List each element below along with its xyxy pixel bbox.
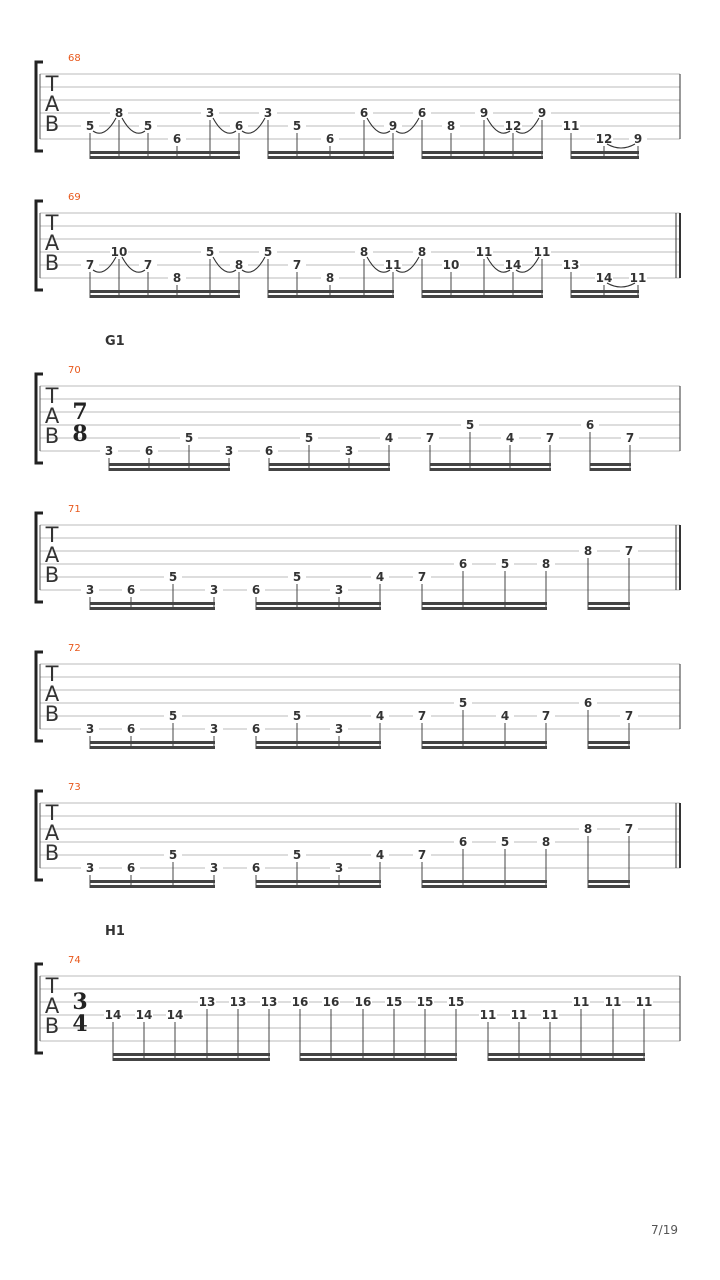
beam — [422, 607, 547, 610]
fret-number: 7 — [624, 544, 634, 558]
fret-number: 11 — [604, 995, 622, 1009]
fret-number: 13 — [562, 258, 580, 272]
measure-number: 69 — [68, 192, 81, 203]
fret-number: 7 — [624, 822, 634, 836]
beam — [90, 156, 240, 159]
fret-number: 3 — [205, 106, 215, 120]
fret-number: 14 — [104, 1008, 122, 1022]
fret-number: 14 — [135, 1008, 153, 1022]
fret-number: 7 — [545, 431, 555, 445]
fret-number: 11 — [635, 995, 653, 1009]
tab-system-69 — [36, 192, 680, 298]
tab-clef-letter: B — [44, 702, 60, 726]
fret-number: 6 — [126, 861, 136, 875]
beam — [256, 602, 381, 605]
beam — [269, 463, 390, 466]
beam — [256, 741, 381, 744]
beam — [90, 880, 215, 883]
fret-number: 6 — [251, 583, 261, 597]
beam — [422, 746, 547, 749]
beam — [90, 151, 240, 154]
tab-clef-letter: T — [45, 72, 59, 96]
fret-number: 6 — [417, 106, 427, 120]
beam — [256, 607, 381, 610]
fret-number: 8 — [359, 245, 369, 259]
measure-number: 70 — [68, 365, 81, 376]
beam — [256, 880, 381, 883]
fret-number: 5 — [292, 570, 302, 584]
fret-number: 6 — [126, 583, 136, 597]
measure-number: 71 — [68, 504, 81, 515]
fret-number: 16 — [354, 995, 372, 1009]
fret-number: 11 — [479, 1008, 497, 1022]
time-signature-numerator: 7 — [72, 399, 88, 425]
fret-number: 5 — [500, 835, 510, 849]
beam — [268, 151, 394, 154]
tab-clef-letter: A — [44, 994, 60, 1018]
fret-number: 6 — [126, 722, 136, 736]
section-label: G1 — [105, 334, 125, 349]
fret-number: 11 — [475, 245, 493, 259]
fret-number: 3 — [334, 722, 344, 736]
measure-number: 74 — [68, 955, 81, 966]
fret-number: 6 — [251, 861, 261, 875]
fret-number: 4 — [384, 431, 394, 445]
fret-number: 5 — [168, 570, 178, 584]
fret-number: 3 — [104, 444, 114, 458]
beam — [422, 885, 547, 888]
fret-number: 13 — [229, 995, 247, 1009]
tab-clef-letter: A — [44, 404, 60, 428]
beam — [588, 602, 630, 605]
tab-clef-letter: B — [44, 112, 60, 136]
tab-clef-letter: T — [45, 384, 59, 408]
fret-number: 12 — [504, 119, 522, 133]
fret-number: 3 — [209, 722, 219, 736]
beam — [90, 746, 215, 749]
beam — [300, 1058, 457, 1061]
section-label: H1 — [105, 924, 125, 939]
fret-number: 6 — [144, 444, 154, 458]
page-number: 7/19 — [651, 1223, 678, 1237]
fret-number: 9 — [537, 106, 547, 120]
fret-number: 15 — [447, 995, 465, 1009]
beam — [488, 1058, 645, 1061]
beam — [256, 885, 381, 888]
beam — [588, 746, 630, 749]
fret-number: 12 — [595, 132, 613, 146]
tab-clef-letter: A — [44, 682, 60, 706]
beam — [588, 741, 630, 744]
fret-number: 3 — [263, 106, 273, 120]
fret-number: 6 — [583, 696, 593, 710]
beam — [422, 602, 547, 605]
beam — [488, 1053, 645, 1056]
fret-number: 14 — [166, 1008, 184, 1022]
beam — [113, 1053, 270, 1056]
fret-number: 8 — [541, 835, 551, 849]
fret-number: 14 — [595, 271, 613, 285]
beam — [109, 468, 230, 471]
fret-number: 8 — [446, 119, 456, 133]
fret-number: 15 — [416, 995, 434, 1009]
fret-number: 8 — [234, 258, 244, 272]
fret-number: 11 — [562, 119, 580, 133]
fret-number: 6 — [458, 835, 468, 849]
fret-number: 6 — [458, 557, 468, 571]
tab-clef-letter: A — [44, 821, 60, 845]
tab-system-71 — [36, 504, 680, 610]
beam — [571, 290, 639, 293]
tab-clef-letter: A — [44, 231, 60, 255]
measure-number: 72 — [68, 643, 81, 654]
fret-number: 11 — [384, 258, 402, 272]
beam — [422, 290, 543, 293]
fret-number: 7 — [85, 258, 95, 272]
fret-number: 11 — [533, 245, 551, 259]
fret-number: 4 — [375, 709, 385, 723]
beam — [422, 741, 547, 744]
fret-number: 8 — [172, 271, 182, 285]
tab-clef-letter: T — [45, 974, 59, 998]
fret-number: 16 — [291, 995, 309, 1009]
fret-number: 3 — [209, 583, 219, 597]
tab-clef-letter: T — [45, 523, 59, 547]
beam — [90, 607, 215, 610]
fret-number: 5 — [184, 431, 194, 445]
fret-number: 9 — [479, 106, 489, 120]
fret-number: 5 — [304, 431, 314, 445]
fret-number: 7 — [292, 258, 302, 272]
beam — [422, 151, 543, 154]
fret-number: 5 — [500, 557, 510, 571]
fret-number: 11 — [572, 995, 590, 1009]
fret-number: 6 — [264, 444, 274, 458]
fret-number: 11 — [541, 1008, 559, 1022]
beam — [90, 885, 215, 888]
fret-number: 3 — [85, 583, 95, 597]
fret-number: 5 — [143, 119, 153, 133]
fret-number: 3 — [209, 861, 219, 875]
fret-number: 5 — [292, 848, 302, 862]
tab-clef-letter: B — [44, 251, 60, 275]
tab-clef-letter: B — [44, 841, 60, 865]
fret-number: 6 — [325, 132, 335, 146]
fret-number: 10 — [442, 258, 460, 272]
fret-number: 4 — [375, 848, 385, 862]
fret-number: 8 — [541, 557, 551, 571]
beam — [256, 746, 381, 749]
fret-number: 9 — [633, 132, 643, 146]
fret-number: 3 — [334, 583, 344, 597]
tab-clef-letter: B — [44, 424, 60, 448]
fret-number: 5 — [168, 709, 178, 723]
fret-number: 13 — [198, 995, 216, 1009]
beam — [300, 1053, 457, 1056]
fret-number: 7 — [624, 709, 634, 723]
beam — [268, 295, 394, 298]
fret-number: 5 — [263, 245, 273, 259]
fret-number: 6 — [234, 119, 244, 133]
fret-number: 14 — [504, 258, 522, 272]
tab-system-74 — [36, 924, 680, 1061]
beam — [90, 295, 240, 298]
beam — [590, 463, 631, 466]
time-signature-numerator: 3 — [72, 989, 88, 1015]
beam — [571, 151, 639, 154]
fret-number: 16 — [322, 995, 340, 1009]
fret-number: 8 — [583, 822, 593, 836]
measure-number: 73 — [68, 782, 81, 793]
beam — [90, 602, 215, 605]
tab-clef-letter: B — [44, 563, 60, 587]
fret-number: 6 — [251, 722, 261, 736]
beam — [571, 156, 639, 159]
fret-number: 5 — [458, 696, 468, 710]
fret-number: 4 — [375, 570, 385, 584]
beam — [268, 156, 394, 159]
fret-number: 5 — [85, 119, 95, 133]
beam — [571, 295, 639, 298]
tab-system-70 — [36, 334, 680, 471]
fret-number: 7 — [541, 709, 551, 723]
fret-number: 7 — [143, 258, 153, 272]
beam — [90, 290, 240, 293]
fret-number: 3 — [344, 444, 354, 458]
beam — [109, 463, 230, 466]
tab-system-72 — [36, 643, 680, 749]
fret-number: 5 — [168, 848, 178, 862]
fret-number: 3 — [85, 722, 95, 736]
fret-number: 9 — [388, 119, 398, 133]
fret-number: 5 — [465, 418, 475, 432]
time-signature-denominator: 4 — [72, 1011, 88, 1037]
beam — [269, 468, 390, 471]
tab-clef-letter: T — [45, 211, 59, 235]
fret-number: 8 — [583, 544, 593, 558]
fret-number: 3 — [85, 861, 95, 875]
tab-clef-letter: T — [45, 801, 59, 825]
fret-number: 15 — [385, 995, 403, 1009]
fret-number: 5 — [292, 709, 302, 723]
fret-number: 8 — [417, 245, 427, 259]
fret-number: 7 — [417, 848, 427, 862]
fret-number: 6 — [585, 418, 595, 432]
tab-clef-letter: T — [45, 662, 59, 686]
fret-number: 3 — [334, 861, 344, 875]
beam — [422, 880, 547, 883]
fret-number: 6 — [359, 106, 369, 120]
beam — [113, 1058, 270, 1061]
fret-number: 3 — [224, 444, 234, 458]
fret-number: 7 — [425, 431, 435, 445]
beam — [268, 290, 394, 293]
tab-system-68 — [36, 53, 680, 159]
fret-number: 11 — [629, 271, 647, 285]
beam — [588, 880, 630, 883]
fret-number: 5 — [292, 119, 302, 133]
tab-clef-letter: B — [44, 1014, 60, 1038]
fret-number: 7 — [625, 431, 635, 445]
beam — [588, 607, 630, 610]
fret-number: 8 — [325, 271, 335, 285]
fret-number: 11 — [510, 1008, 528, 1022]
beam — [588, 885, 630, 888]
beam — [430, 468, 551, 471]
tab-clef-letter: A — [44, 543, 60, 567]
beam — [590, 468, 631, 471]
fret-number: 13 — [260, 995, 278, 1009]
tab-system-73 — [36, 782, 680, 888]
fret-number: 4 — [500, 709, 510, 723]
fret-number: 7 — [417, 709, 427, 723]
beam — [430, 463, 551, 466]
fret-number: 10 — [110, 245, 128, 259]
beam — [422, 156, 543, 159]
fret-number: 6 — [172, 132, 182, 146]
fret-number: 8 — [114, 106, 124, 120]
beam — [90, 741, 215, 744]
fret-number: 7 — [417, 570, 427, 584]
fret-number: 5 — [205, 245, 215, 259]
measure-number: 68 — [68, 53, 81, 64]
time-signature-denominator: 8 — [72, 421, 88, 447]
beam — [422, 295, 543, 298]
tab-clef-letter: A — [44, 92, 60, 116]
fret-number: 4 — [505, 431, 515, 445]
